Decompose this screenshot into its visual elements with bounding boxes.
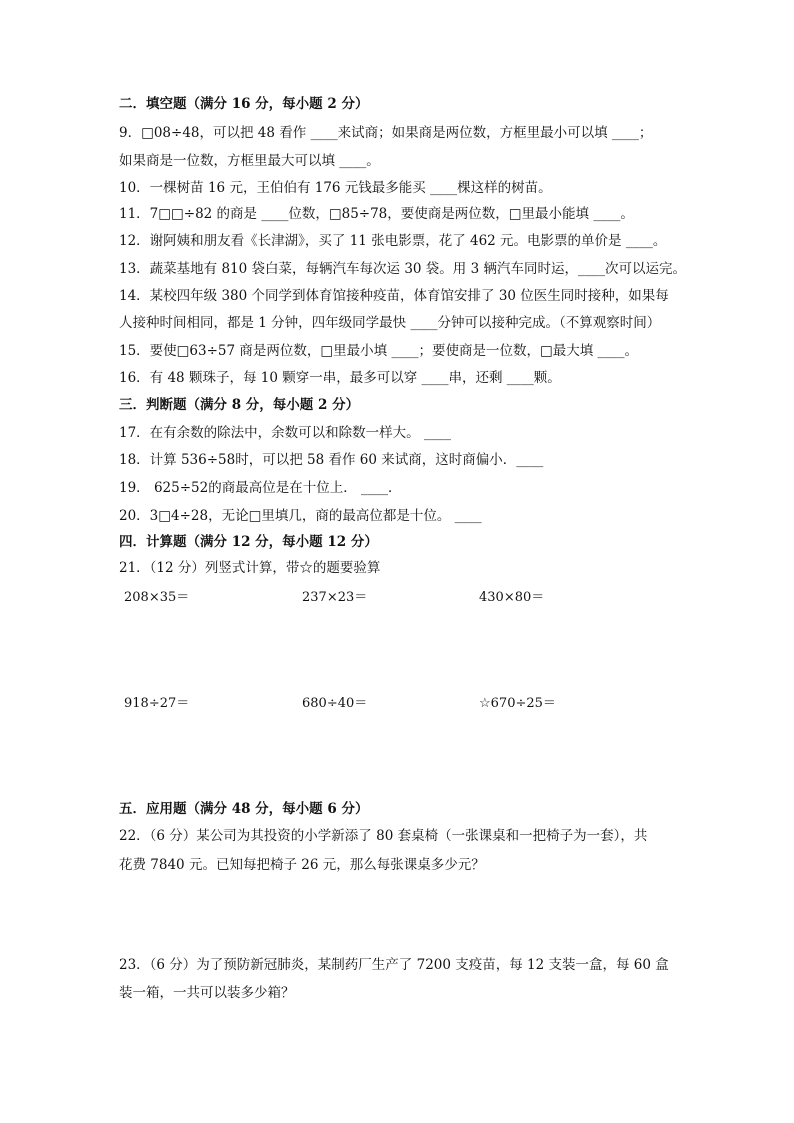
q14-line1: 14．某校四年级 380 个同学到体育馆接种疫苗，体育馆安排了 30 位医生同时接种，如果每 [119, 288, 669, 304]
q20: 20．3□4÷28，无论□里填几，商的最高位都是十位。 ____ [119, 508, 482, 524]
section2-heading: 二．填空题（满分 16 分，每小题 2 分） [119, 96, 369, 112]
q16: 16．有 48 颗珠子，每 10 颗穿一串，最多可以穿 ____串，还剩 ____颗。 [119, 370, 561, 386]
section3-heading: 三．判断题（满分 8 分，每小题 2 分） [119, 397, 360, 413]
calc-item: 680÷40＝ [302, 696, 368, 711]
section5-heading: 五．应用题（满分 48 分，每小题 6 分） [119, 801, 369, 817]
q11: 11．7□□÷82 的商是 ____位数，□85÷78，要使商是两位数，□里最小能填 ____。 [119, 206, 634, 222]
q9-line1: 9．□08÷48，可以把 48 看作 ____来试商；如果商是两位数，方框里最小可以填 ____； [119, 125, 653, 141]
q14-line2: 人接种时间相同，都是 1 分钟，四年级同学最快 ____分钟可以接种完成。（不算观察时间） [119, 315, 661, 331]
q12: 12．谢阿姨和朋友看《长津湖》，买了 11 张电影票，花了 462 元。电影票的单价是 ____。 [119, 233, 667, 249]
q18: 18．计算 536÷58时，可以把 58 看作 60 来试商，这时商偏小．____ [119, 452, 544, 468]
q22-line1: 22．（6 分）某公司为其投资的小学新添了 80 套桌椅（一张课桌和一把椅子为一套），共 [119, 828, 648, 844]
q9-line2: 如果商是一位数，方框里最大可以填 ____。 [119, 153, 380, 169]
calc-item: ☆670÷25＝ [479, 696, 556, 711]
q21: 21．（12 分）列竖式计算，带☆的题要验算 [119, 560, 381, 576]
q13: 13．蔬菜基地有 810 袋白菜，每辆汽车每次运 30 袋。用 3 辆汽车同时运，____次可以运完。 [119, 261, 686, 277]
q10: 10．一棵树苗 16 元，王伯伯有 176 元钱最多能买 ____棵这样的树苗。 [119, 180, 552, 196]
q15: 15．要使□63÷57 商是两位数，□里最小填 ____；要使商是一位数，□最大填 ____。 [119, 343, 638, 359]
section4-heading: 四．计算题（满分 12 分，每小题 12 分） [119, 534, 378, 550]
calc-item: 208×35＝ [124, 590, 190, 605]
calc-item: 237×23＝ [302, 590, 368, 605]
q23-line1: 23．（6 分）为了预防新冠肺炎，某制药厂生产了 7200 支疫苗，每 12 支装一盒，每 60 盒 [119, 957, 669, 973]
q22-line2: 花费 7840 元。已知每把椅子 26 元，那么每张课桌多少元？ [119, 857, 485, 873]
q17: 17．在有余数的除法中，余数可以和除数一样大。 ____ [119, 425, 451, 441]
q23-line2: 装一箱，一共可以装多少箱？ [119, 985, 295, 1001]
calc-item: 430×80＝ [479, 590, 545, 605]
calc-item: 918÷27＝ [124, 696, 190, 711]
q19: 19． 625÷52的商最高位是在十位上． ____． [119, 480, 402, 496]
